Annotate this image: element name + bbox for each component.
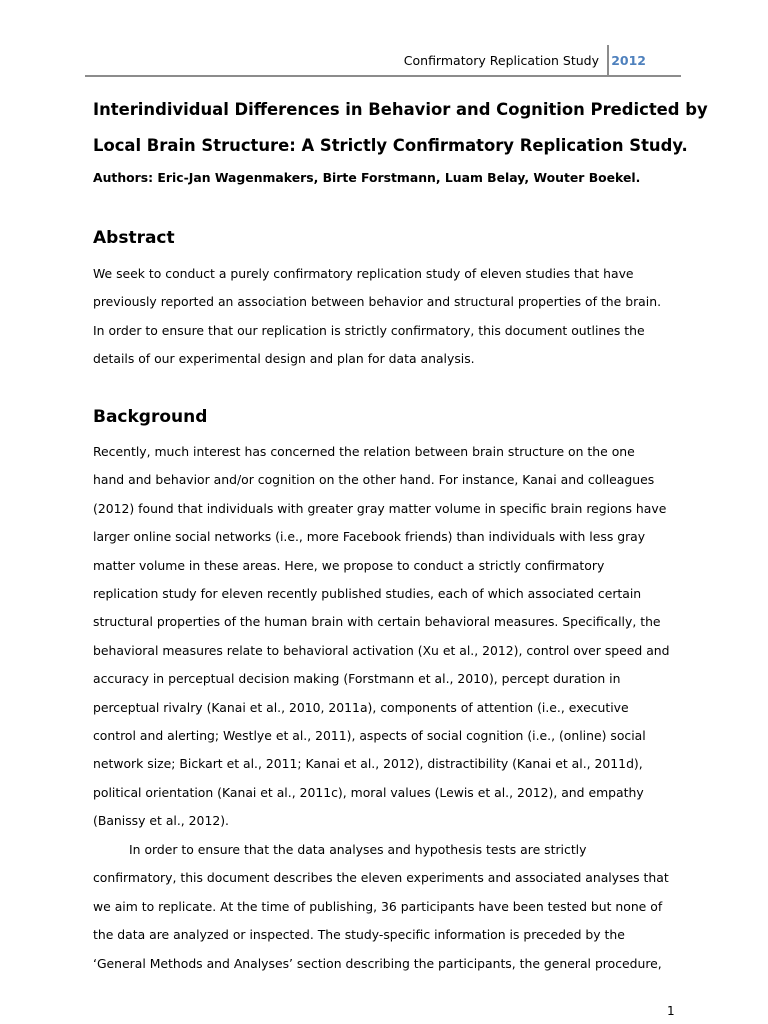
running-header-title: Confirmatory Replication Study [403,53,599,68]
text-line: structural properties of the human brain with certain behavioral measures. Specifically, the [93,614,661,630]
text-line: perceptual rivalry (Kanai et al., 2010, 2011a), components of attention (i.e., executive [93,699,629,715]
text-line: accuracy in perceptual decision making (Forstmann et al., 2010), percept duration in [93,671,621,687]
text-line: (2012) found that individuals with greater gray matter volume in specific brain regions have [93,500,667,516]
paper-title [93,92,708,164]
background-paragraph-1 [93,438,683,836]
text-line: political orientation (Kanai et al., 2011c), moral values (Lewis et al., 2012), and empathy [93,784,644,800]
text-line: previously reported an association between behavior and structural properties of the brain. [93,294,662,310]
text-line: the data are analyzed or inspected. The study-specific information is preceded by the [93,927,625,943]
text-line: confirmatory, this document describes the eleven experiments and associated analyses that [93,870,669,886]
page-number: 1 [667,1004,675,1018]
text-line: In order to ensure that our replication is strictly confirmatory, this document outlines the [93,322,645,338]
text-line: larger online social networks (i.e., more Facebook friends) than individuals with less gray [93,529,646,545]
text-line: Recently, much interest has concerned the relation between brain structure on the one [93,444,635,459]
text-line: details of our experimental design and plan for data analysis. [93,351,475,367]
background-heading: Background [93,407,208,427]
header-rule [85,75,681,77]
running-header [85,47,681,75]
text-line: hand and behavior and/or cognition on the other hand. For instance, Kanai and colleagues [93,472,655,488]
abstract-paragraph [93,260,683,374]
paper-title-line: Interindividual Differences in Behavior and Cognition Predicted by [93,100,708,119]
text-line: network size; Bickart et al., 2011; Kanai et al., 2012), distractibility (Kanai et al., 2011d), [93,756,643,772]
abstract-heading: Abstract [93,228,175,248]
header-separator [607,45,609,75]
text-line: control and alerting; Westlye et al., 2011), aspects of social cognition (i.e., (online) social [93,728,646,744]
text-line: In order to ensure that the data analyses and hypothesis tests are strictly [129,842,587,857]
text-line: behavioral measures relate to behavioral activation (Xu et al., 2012), control over speed and [93,642,670,658]
text-line: matter volume in these areas. Here, we propose to conduct a strictly confirmatory [93,557,605,573]
text-line: ‘General Methods and Analyses’ section describing the participants, the general procedure, [93,955,662,971]
running-header-year: 2012 [611,53,646,68]
text-line: we aim to replicate. At the time of publishing, 36 participants have been tested but none of [93,898,663,914]
text-line: replication study for eleven recently published studies, each of which associated certain [93,586,642,602]
paper-title-line: Local Brain Structure: A Strictly Confirmatory Replication Study. [93,136,688,155]
text-line: We seek to conduct a purely confirmatory replication study of eleven studies that have [93,266,634,281]
authors-line: Authors: Eric-Jan Wagenmakers, Birte Forstmann, Luam Belay, Wouter Boekel. [93,170,641,185]
text-line: (Banissy et al., 2012). [93,813,229,829]
background-paragraph-2 [93,836,683,978]
